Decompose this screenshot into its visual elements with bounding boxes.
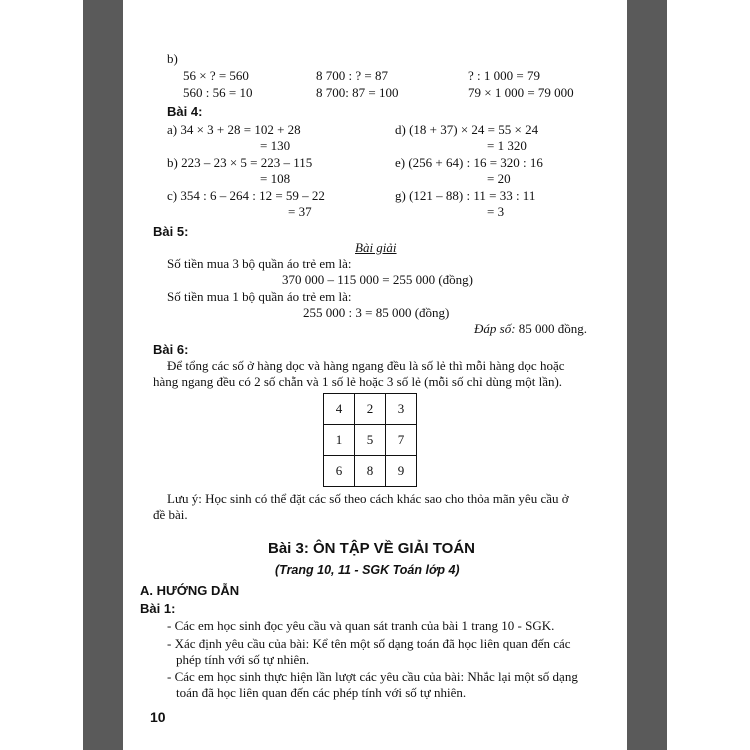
bai6-title: Bài 6:: [153, 342, 189, 357]
bai4-d1: d) (18 + 37) × 24 = 55 × 24: [395, 122, 539, 137]
bai4-a1: a) 34 × 3 + 28 = 102 + 28: [167, 122, 301, 137]
grid-row: [324, 394, 417, 425]
part-b-r1c1: 56 × ? = 560: [183, 68, 249, 83]
grid-cell: 7: [386, 425, 417, 456]
bai4-g1: g) (121 – 88) : 11 = 33 : 11: [395, 188, 536, 203]
grid-cell: 8: [355, 456, 386, 487]
lesson-subtitle: (Trang 10, 11 - SGK Toán lớp 4): [275, 563, 460, 577]
lesson-title: Bài 3: ÔN TẬP VỀ GIẢI TOÁN: [268, 540, 475, 557]
list-item-cont: toán đã học liên quan đến các phép tính với số tự nhiên.: [176, 685, 467, 700]
answer-value: 85 000 đồng.: [518, 321, 588, 336]
list-item: - Các em học sinh đọc yêu cầu và quan sát tranh của bài 1 trang 10 - SGK.: [167, 618, 555, 633]
bai4-a2: = 130: [260, 138, 291, 153]
lesson-bai1-title: Bài 1:: [140, 601, 176, 616]
bai5-calc1: 370 000 – 115 000 = 255 000 (đồng): [282, 272, 474, 287]
bai5-heading: Bài giải: [355, 240, 397, 255]
part-b-r2c1: 560 : 56 = 10: [183, 85, 253, 100]
grid-cell: 9: [386, 456, 417, 487]
grid-cell: 3: [386, 394, 417, 425]
section-heading: A. HƯỚNG DẪN: [140, 583, 240, 598]
part-b-r1c3: ? : 1 000 = 79: [468, 68, 540, 83]
right-border: [627, 0, 667, 750]
part-b-label: b): [167, 51, 178, 66]
bai5-calc2: 255 000 : 3 = 85 000 (đồng): [303, 305, 450, 320]
bai5-answer: [474, 321, 587, 336]
list-item: - Các em học sinh thực hiện lần lượt các yêu cầu của bài: Nhắc lại một số dạng: [167, 669, 578, 684]
bai5-line1: Số tiền mua 3 bộ quần áo trẻ em là:: [167, 256, 352, 271]
grid-cell: 4: [324, 394, 355, 425]
bai4-d2: = 1 320: [487, 138, 527, 153]
bai5-line2: Số tiền mua 1 bộ quần áo trẻ em là:: [167, 289, 352, 304]
bai4-e2: = 20: [487, 171, 511, 186]
grid-cell: 6: [324, 456, 355, 487]
bai4-e1: e) (256 + 64) : 16 = 320 : 16: [395, 155, 543, 170]
bai4-b1: b) 223 – 23 × 5 = 223 – 115: [167, 155, 313, 170]
bai4-g2: = 3: [487, 204, 505, 219]
bai6-p1: Để tổng các số ở hàng dọc và hàng ngang đều là số lẻ thì mỗi hàng dọc hoặc: [167, 358, 565, 373]
grid-row: [324, 425, 417, 456]
part-b-r1c2: 8 700 : ? = 87: [316, 68, 388, 83]
number-grid: [323, 393, 417, 487]
bai4-title: Bài 4:: [167, 104, 203, 119]
grid-cell: 5: [355, 425, 386, 456]
part-b-r2c3: 79 × 1 000 = 79 000: [468, 85, 574, 100]
grid-cell: 2: [355, 394, 386, 425]
bai6-p2: hàng ngang đều có 2 số chẵn và 1 số lẻ hoặc 3 số lẻ (mỗi số chỉ dùng một lần).: [153, 374, 563, 389]
list-item-cont: phép tính với số tự nhiên.: [176, 652, 310, 667]
list-item: - Xác định yêu cầu của bài: Kể tên một số dạng toán đã học liên quan đến các: [167, 636, 571, 651]
bai4-c2: = 37: [288, 204, 312, 219]
bai4-b2: = 108: [260, 171, 291, 186]
grid-row: [324, 456, 417, 487]
answer-label: Đáp số:: [474, 321, 516, 336]
page-number: 10: [150, 709, 166, 725]
grid-cell: 1: [324, 425, 355, 456]
bai4-c1: c) 354 : 6 – 264 : 12 = 59 – 22: [167, 188, 325, 203]
bai6-note1: Lưu ý: Học sinh có thể đặt các số theo cách khác sao cho thỏa mãn yêu cầu ở: [167, 491, 569, 506]
bai5-title: Bài 5:: [153, 224, 189, 239]
left-border: [83, 0, 123, 750]
bai6-note2: đề bài.: [153, 507, 188, 522]
part-b-r2c2: 8 700: 87 = 100: [316, 85, 399, 100]
